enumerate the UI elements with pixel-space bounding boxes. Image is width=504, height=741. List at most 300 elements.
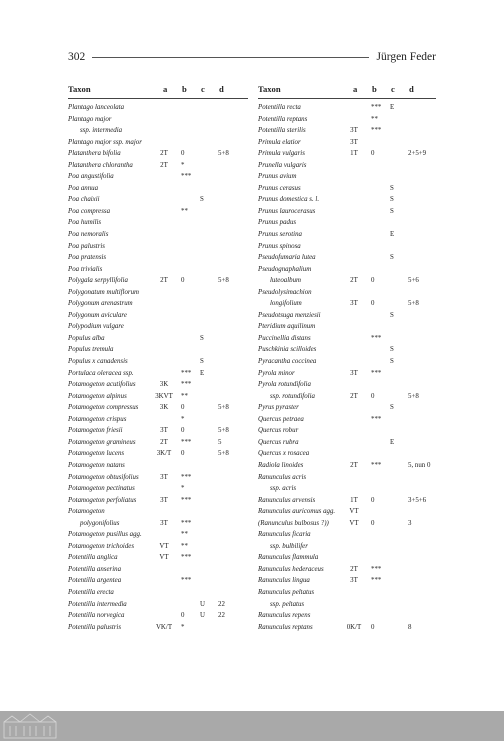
cell-c: S bbox=[390, 311, 394, 319]
table-row bbox=[68, 137, 248, 149]
taxon-name: Ranunculus hederaceus bbox=[258, 565, 324, 573]
taxon-name: ssp. acris bbox=[270, 485, 297, 493]
cell-d: 5+8 bbox=[218, 277, 229, 285]
table-row bbox=[258, 437, 436, 449]
table-row bbox=[68, 148, 248, 160]
taxon-name: Prunus laurocerasus bbox=[258, 207, 316, 215]
cell-c: S bbox=[390, 358, 394, 366]
table-row bbox=[68, 183, 248, 195]
cell-a: 3T bbox=[160, 427, 168, 435]
table-row bbox=[258, 587, 436, 599]
table-row bbox=[68, 506, 248, 518]
cell-b: *** bbox=[371, 577, 382, 585]
table-row bbox=[258, 333, 436, 345]
taxon-name: Prunus padus bbox=[258, 219, 297, 227]
cell-b: *** bbox=[371, 565, 382, 573]
table-row bbox=[258, 298, 436, 310]
col-header-taxon: Taxon bbox=[68, 84, 91, 94]
table-row bbox=[68, 264, 248, 276]
table-row bbox=[258, 114, 436, 126]
cell-a: 3T bbox=[350, 138, 358, 146]
table-row bbox=[68, 541, 248, 553]
taxon-name: Pyrus pyraster bbox=[258, 404, 299, 412]
cell-a: 1T bbox=[350, 150, 358, 158]
table-row bbox=[258, 379, 436, 391]
table-row bbox=[68, 160, 248, 172]
cell-c: S bbox=[390, 254, 394, 262]
cell-b: *** bbox=[181, 473, 192, 481]
table-row bbox=[68, 622, 248, 634]
table-row bbox=[258, 506, 436, 518]
cell-d: 5+6 bbox=[408, 277, 419, 285]
taxon-name: Pyrola minor bbox=[258, 369, 295, 377]
table-row bbox=[258, 552, 436, 564]
taxon-name: Pseudognaphalium bbox=[258, 265, 312, 273]
taxon-name: Potentilla erecta bbox=[68, 588, 114, 596]
taxon-name: Ranunculus acris bbox=[258, 473, 307, 481]
col-header-b: b bbox=[372, 84, 377, 94]
cell-b: *** bbox=[181, 577, 192, 585]
table-row bbox=[68, 125, 248, 137]
taxon-name: Potamogeton obtusifolius bbox=[68, 473, 139, 481]
taxon-name: Ranunculus reptans bbox=[258, 623, 313, 631]
footer-bar bbox=[0, 711, 504, 741]
taxon-name: Potentilla sterilis bbox=[258, 127, 306, 135]
table-row bbox=[258, 622, 436, 634]
taxon-name: Quercus robur bbox=[258, 427, 299, 435]
table-row bbox=[258, 368, 436, 380]
taxon-name: Potamogeton perfoliatus bbox=[68, 496, 137, 504]
table-row bbox=[258, 599, 436, 611]
table-row bbox=[68, 552, 248, 564]
taxon-name: luteoalbum bbox=[270, 277, 302, 285]
table-row bbox=[258, 264, 436, 276]
col-header-c: c bbox=[391, 84, 395, 94]
cell-c: U bbox=[200, 600, 205, 608]
cell-b: 0 bbox=[371, 519, 375, 527]
cell-b: 0 bbox=[181, 450, 185, 458]
cell-c: S bbox=[200, 334, 204, 342]
taxon-name: Pyrola rotundifolia bbox=[258, 381, 311, 389]
table-row bbox=[68, 448, 248, 460]
cell-a: 3T bbox=[160, 519, 168, 527]
taxon-name: Primula elatior bbox=[258, 138, 301, 146]
cell-a: 3T bbox=[160, 473, 168, 481]
cell-a: 2T bbox=[350, 277, 358, 285]
taxon-name: Puschkinia scilloides bbox=[258, 346, 317, 354]
right-table bbox=[258, 83, 436, 633]
taxon-name: Poa compressa bbox=[68, 207, 111, 215]
right-table-header bbox=[258, 83, 436, 99]
taxon-name: Quercus rubra bbox=[258, 438, 299, 446]
cell-a: VT bbox=[349, 508, 359, 516]
table-row bbox=[68, 368, 248, 380]
cell-c: E bbox=[200, 369, 205, 377]
cell-b: 0 bbox=[181, 427, 185, 435]
cell-a: 3T bbox=[350, 127, 358, 135]
cell-d: 8 bbox=[408, 623, 412, 631]
taxon-name: Pseudofumaria lutea bbox=[258, 254, 316, 262]
cell-a: 3K bbox=[159, 404, 169, 412]
table-row bbox=[258, 148, 436, 160]
table-row bbox=[258, 391, 436, 403]
cell-b: * bbox=[181, 485, 185, 493]
table-row bbox=[68, 114, 248, 126]
cell-c: S bbox=[200, 196, 204, 204]
cell-a: 3T bbox=[350, 577, 358, 585]
cell-d: 5+8 bbox=[218, 450, 229, 458]
table-row bbox=[258, 344, 436, 356]
taxon-name: Potentilla argentea bbox=[68, 577, 122, 585]
taxon-name: Prunus cerasus bbox=[258, 184, 301, 192]
cell-b: ** bbox=[181, 392, 188, 400]
cell-a: 2T bbox=[160, 161, 168, 169]
table-row bbox=[68, 610, 248, 622]
taxon-name: Potamogeton compressus bbox=[68, 404, 139, 412]
cell-a: 3T bbox=[160, 496, 168, 504]
cell-b: 0 bbox=[371, 300, 375, 308]
cell-a: 1T bbox=[350, 496, 358, 504]
cell-b: *** bbox=[371, 461, 382, 469]
cell-a: 3T bbox=[350, 369, 358, 377]
cell-b: 0 bbox=[181, 150, 185, 158]
taxon-name: Potamogeton natans bbox=[68, 461, 125, 469]
cell-a: 3K bbox=[159, 381, 169, 389]
cell-b: ** bbox=[371, 115, 378, 123]
table-row bbox=[68, 333, 248, 345]
cell-d: 3+5+6 bbox=[408, 496, 427, 504]
taxon-name: Plantago major bbox=[68, 115, 112, 123]
cell-a: VT bbox=[349, 519, 359, 527]
table-row bbox=[258, 171, 436, 183]
table-row bbox=[258, 495, 436, 507]
taxon-name: Potamogeton bbox=[68, 508, 105, 516]
table-row bbox=[68, 344, 248, 356]
taxon-name: Poa annua bbox=[68, 184, 99, 192]
taxon-name: Polygonum arenastrum bbox=[68, 300, 133, 308]
running-author: Jürgen Feder bbox=[376, 51, 436, 63]
table-row bbox=[258, 541, 436, 553]
cell-b: *** bbox=[181, 496, 192, 504]
taxon-name: Poa humilis bbox=[68, 219, 102, 227]
col-header-c: c bbox=[201, 84, 205, 94]
cell-b: 0 bbox=[371, 277, 375, 285]
taxon-name: Platanthera chlorantha bbox=[68, 161, 133, 169]
cell-b: *** bbox=[181, 438, 192, 446]
table-row bbox=[68, 252, 248, 264]
taxon-name: Prunus domestica s. l. bbox=[258, 196, 320, 204]
taxon-name: Prunus avium bbox=[258, 173, 297, 181]
table-row bbox=[258, 275, 436, 287]
table-row bbox=[258, 137, 436, 149]
cell-b: *** bbox=[371, 415, 382, 423]
taxon-name: Portulaca oleracea ssp. bbox=[68, 369, 134, 377]
cell-d: 5+8 bbox=[218, 427, 229, 435]
cell-b: 0 bbox=[181, 612, 185, 620]
taxon-name: Poa trivialis bbox=[68, 265, 103, 273]
taxon-name: Plantago major ssp. major bbox=[68, 138, 142, 146]
table-row bbox=[258, 206, 436, 218]
table-row bbox=[68, 171, 248, 183]
taxon-name: Poa palustris bbox=[68, 242, 105, 250]
cell-d: 5+8 bbox=[218, 404, 229, 412]
cell-c: E bbox=[390, 104, 395, 111]
cell-c: U bbox=[200, 612, 205, 620]
table-row bbox=[68, 194, 248, 206]
cell-c: S bbox=[390, 207, 394, 215]
taxon-name: Potentilla intermedia bbox=[68, 600, 127, 608]
taxon-name: Potamogeton pectinatus bbox=[68, 485, 135, 493]
table-row bbox=[68, 460, 248, 472]
taxon-name: Poa nemoralis bbox=[68, 231, 109, 239]
cell-b: *** bbox=[181, 369, 192, 377]
cell-b: *** bbox=[371, 104, 382, 111]
taxon-name: Ranunculus ficaria bbox=[258, 531, 311, 539]
table-row bbox=[258, 402, 436, 414]
table-row bbox=[68, 298, 248, 310]
cell-a: 3KVT bbox=[155, 392, 173, 400]
taxon-name: Pseudotsuga menziesii bbox=[258, 311, 321, 319]
cell-a: 3T bbox=[350, 300, 358, 308]
library-building-icon bbox=[2, 712, 58, 740]
cell-a: VT bbox=[159, 542, 169, 550]
cell-b: 0 bbox=[371, 496, 375, 504]
cell-b: *** bbox=[181, 519, 192, 527]
cell-b: ** bbox=[181, 531, 188, 539]
table-row bbox=[68, 529, 248, 541]
table-row bbox=[258, 194, 436, 206]
taxon-name: Radiola linoides bbox=[258, 461, 304, 469]
running-header bbox=[68, 48, 436, 66]
left-table bbox=[68, 83, 248, 633]
cell-a: 2T bbox=[350, 392, 358, 400]
cell-a: VK/T bbox=[155, 623, 173, 631]
col-header-d: d bbox=[219, 84, 224, 94]
table-row bbox=[258, 425, 436, 437]
taxon-name: Potentilla anglica bbox=[68, 554, 118, 562]
cell-a: 2T bbox=[350, 565, 358, 573]
table-row bbox=[258, 241, 436, 253]
taxon-name: Pteridium aquilinum bbox=[258, 323, 316, 331]
cell-d: 22 bbox=[218, 600, 225, 608]
table-row bbox=[68, 495, 248, 507]
table-row bbox=[68, 472, 248, 484]
taxon-name: longifolium bbox=[270, 300, 302, 308]
taxon-name: Potamogeton alpinus bbox=[68, 392, 127, 400]
table-row bbox=[258, 575, 436, 587]
col-header-taxon: Taxon bbox=[258, 84, 281, 94]
taxon-name: Plantago lanceolata bbox=[68, 104, 125, 111]
cell-d: 5+8 bbox=[218, 150, 229, 158]
cell-d: 5 bbox=[218, 438, 222, 446]
table-row bbox=[68, 391, 248, 403]
col-header-a: a bbox=[163, 84, 168, 94]
cell-d: 22 bbox=[218, 612, 225, 620]
header-rule bbox=[92, 57, 369, 58]
cell-d: 5+8 bbox=[408, 300, 419, 308]
taxon-name: Potamogeton trichoides bbox=[68, 542, 135, 550]
taxon-name: ssp. peltatus bbox=[270, 600, 305, 608]
cell-b: 0 bbox=[371, 150, 375, 158]
taxon-name: Ranunculus lingua bbox=[258, 577, 310, 585]
table-row bbox=[258, 448, 436, 460]
taxon-name: Poa pratensis bbox=[68, 254, 107, 262]
table-row bbox=[68, 564, 248, 576]
taxon-name: Platanthera bifolia bbox=[68, 150, 121, 158]
cell-b: *** bbox=[371, 369, 382, 377]
cell-b: *** bbox=[371, 334, 382, 342]
taxon-name: Potamogeton gramineus bbox=[68, 438, 136, 446]
cell-c: S bbox=[390, 184, 394, 192]
taxon-name: ssp. bulbilifer bbox=[270, 542, 308, 550]
table-row bbox=[68, 379, 248, 391]
table-row bbox=[68, 241, 248, 253]
cell-a: VT bbox=[159, 554, 169, 562]
taxon-name: Poa angustifolia bbox=[68, 173, 114, 181]
taxon-name: ssp. intermedia bbox=[80, 127, 123, 135]
taxon-name: Potentilla norvegica bbox=[68, 612, 125, 620]
table-row bbox=[68, 310, 248, 322]
table-row bbox=[258, 125, 436, 137]
table-row bbox=[258, 160, 436, 172]
taxon-name: Populus x canadensis bbox=[68, 358, 128, 366]
table-row bbox=[258, 217, 436, 229]
taxon-name: Poa chaixii bbox=[68, 196, 100, 204]
cell-b: *** bbox=[181, 173, 192, 181]
table-row bbox=[68, 229, 248, 241]
table-row bbox=[68, 518, 248, 530]
taxon-name: Potamogeton pusillus agg. bbox=[68, 531, 142, 539]
table-row bbox=[258, 414, 436, 426]
taxon-name: polygonifolius bbox=[80, 519, 120, 527]
cell-d: 2+5+9 bbox=[408, 150, 427, 158]
taxon-name: Populus tremula bbox=[68, 346, 114, 354]
col-header-d: d bbox=[409, 84, 414, 94]
col-header-a: a bbox=[353, 84, 358, 94]
taxon-name: Ranunculus arvensis bbox=[258, 496, 316, 504]
cell-c: E bbox=[390, 231, 395, 239]
table-row bbox=[258, 610, 436, 622]
table-row bbox=[258, 321, 436, 333]
table-row bbox=[258, 252, 436, 264]
table-row bbox=[258, 518, 436, 530]
cell-c: E bbox=[390, 438, 395, 446]
taxon-name: Polygala serpyllifolia bbox=[68, 277, 128, 285]
taxon-name: Prunus serotina bbox=[258, 231, 302, 239]
cell-a: 3K/T bbox=[156, 450, 172, 458]
cell-a: 2T bbox=[350, 461, 358, 469]
table-row bbox=[258, 183, 436, 195]
table-row bbox=[68, 356, 248, 368]
table-row bbox=[68, 217, 248, 229]
taxon-name: Ranunculus repens bbox=[258, 612, 311, 620]
col-header-b: b bbox=[182, 84, 187, 94]
table-row bbox=[68, 414, 248, 426]
table-row bbox=[68, 287, 248, 299]
taxon-name: Pseudolysimachion bbox=[258, 288, 312, 296]
cell-c: S bbox=[390, 404, 394, 412]
table-row bbox=[258, 529, 436, 541]
table-row bbox=[258, 483, 436, 495]
table-row bbox=[68, 425, 248, 437]
cell-b: * bbox=[181, 623, 185, 631]
left-table-body bbox=[68, 102, 248, 633]
taxon-name: Prunella vulgaris bbox=[258, 161, 307, 169]
right-table-body bbox=[258, 102, 436, 633]
cell-a: 2T bbox=[160, 438, 168, 446]
table-row bbox=[68, 102, 248, 114]
table-row bbox=[258, 310, 436, 322]
cell-c: S bbox=[390, 346, 394, 354]
taxon-name: Prunus spinosa bbox=[258, 242, 301, 250]
taxon-name: Polygonatum multiflorum bbox=[68, 288, 140, 296]
table-row bbox=[68, 321, 248, 333]
taxon-name: ssp. rotundifolia bbox=[270, 392, 315, 400]
cell-b: *** bbox=[181, 381, 192, 389]
table-row bbox=[258, 564, 436, 576]
table-row bbox=[258, 356, 436, 368]
table-row bbox=[68, 599, 248, 611]
table-row bbox=[68, 206, 248, 218]
taxon-name: Potentilla recta bbox=[258, 104, 301, 111]
table-row bbox=[68, 587, 248, 599]
cell-b: * bbox=[181, 415, 185, 423]
taxon-name: Potentilla palustris bbox=[68, 623, 122, 631]
table-row bbox=[68, 402, 248, 414]
taxon-name: Potentilla reptans bbox=[258, 115, 308, 123]
taxon-name: Potamogeton lucens bbox=[68, 450, 125, 458]
cell-b: 0 bbox=[371, 623, 375, 631]
taxon-name: Quercus petraea bbox=[258, 415, 304, 423]
taxon-name: Pyracantha coccinea bbox=[258, 358, 317, 366]
taxon-name: Polypodium vulgare bbox=[68, 323, 124, 331]
table-row bbox=[258, 287, 436, 299]
table-row bbox=[258, 460, 436, 472]
cell-b: *** bbox=[181, 554, 192, 562]
taxon-name: Potamogeton crispus bbox=[68, 415, 127, 423]
table-row bbox=[68, 483, 248, 495]
table-row bbox=[68, 575, 248, 587]
cell-b: 0 bbox=[181, 404, 185, 412]
table-row bbox=[258, 229, 436, 241]
taxon-name: (Ranunculus bulbosus ?)) bbox=[258, 519, 329, 527]
cell-a: 2T bbox=[160, 277, 168, 285]
cell-c: S bbox=[390, 196, 394, 204]
table-row bbox=[68, 275, 248, 287]
cell-a: 0K/T bbox=[346, 623, 362, 631]
taxon-name: Ranunculus auricomus agg. bbox=[258, 508, 336, 516]
cell-c: S bbox=[200, 358, 204, 366]
taxon-name: Ranunculus peltatus bbox=[258, 588, 315, 596]
taxon-name: Populus alba bbox=[68, 334, 105, 342]
cell-d: 5, nun 0 bbox=[408, 461, 431, 469]
cell-b: ** bbox=[181, 207, 188, 215]
taxon-name: Quercus x rosacea bbox=[258, 450, 310, 458]
taxon-name: Potentilla anserina bbox=[68, 565, 122, 573]
cell-b: 0 bbox=[371, 392, 375, 400]
table-row bbox=[258, 102, 436, 114]
taxon-name: Ranunculus flammula bbox=[258, 554, 319, 562]
taxon-name: Primula vulgaris bbox=[258, 150, 305, 158]
table-row bbox=[258, 472, 436, 484]
taxon-name: Potamogeton acutifolius bbox=[68, 381, 136, 389]
cell-b: 0 bbox=[181, 277, 185, 285]
cell-b: *** bbox=[371, 127, 382, 135]
cell-b: * bbox=[181, 161, 185, 169]
cell-b: ** bbox=[181, 542, 188, 550]
cell-d: 3 bbox=[408, 519, 412, 527]
left-table-header bbox=[68, 83, 248, 99]
